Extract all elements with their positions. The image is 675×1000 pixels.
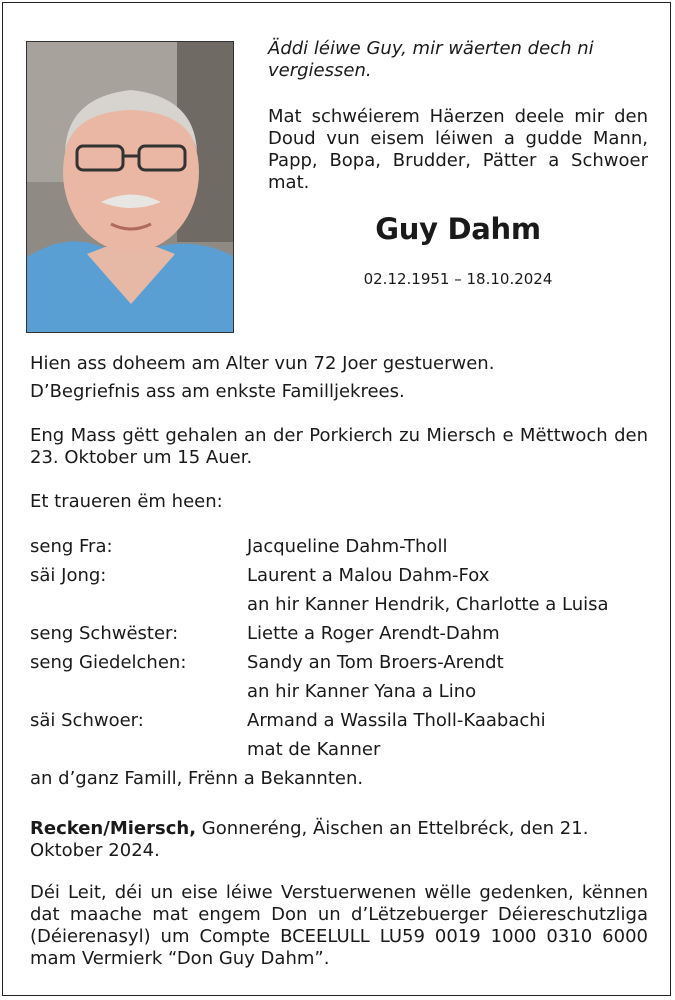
portrait-photo: [26, 41, 234, 333]
mourners-list: [30, 532, 648, 793]
mourner-row: [30, 648, 648, 677]
death-paragraph: Hien ass doheem am Alter vun 72 Joer gestuerwen.: [30, 353, 495, 374]
mass-paragraph: Eng Mass gëtt gehalen an der Porkierch zu Miersch e Mëttwoch den 23. Oktober um 15 Auer.: [30, 425, 648, 468]
mourner-names: an hir Kanner Hendrik, Charlotte a Luisa: [247, 594, 609, 615]
life-dates: 02.12.1951 – 18.10.2024: [363, 270, 553, 288]
mourner-row: [30, 619, 648, 648]
mourner-row: [30, 561, 648, 590]
mourner-relation: säi Jong:: [30, 565, 107, 586]
place-rest: Gonneréng, Äischen an Ettelbréck, den 21. Oktober 2024.: [30, 818, 589, 861]
funeral-paragraph: D’Begriefnis ass am enkste Familljekrees.: [30, 381, 405, 402]
mourner-names: Sandy an Tom Broers-Arendt: [247, 652, 504, 673]
mourner-names: Jacqueline Dahm-Tholl: [247, 536, 448, 557]
mourner-names: mat de Kanner: [247, 739, 381, 760]
mourner-names: Liette a Roger Arendt-Dahm: [247, 623, 500, 644]
announcement-intro: Mat schwéierem Häerzen deele mir den Doud vun eisem léiwen a gudde Mann, Papp, Bopa, Brudder, Pätter a Schwoer mat.: [268, 106, 648, 193]
mourner-relation: seng Giedelchen:: [30, 652, 187, 673]
mourners-intro: Et traueren ëm heen:: [30, 491, 223, 512]
mourner-row: [30, 706, 648, 735]
mourner-relation: seng Fra:: [30, 536, 113, 557]
mourner-row: [30, 590, 648, 619]
mourner-relation: seng Schwëster:: [30, 623, 179, 644]
place-and-date: [30, 818, 648, 862]
closing-family: an d’ganz Famill, Frënn a Bekannten.: [30, 768, 364, 789]
mourner-names: Laurent a Malou Dahm-Fox: [247, 565, 490, 586]
place-bold: Recken/Miersch,: [30, 818, 197, 839]
farewell-quote: Äddi léiwe Guy, mir wäerten dech ni vergiessen.: [268, 38, 594, 81]
closing-family-line: [30, 764, 648, 793]
mourner-names: an hir Kanner Yana a Lino: [247, 681, 477, 702]
deceased-name: Guy Dahm: [375, 212, 541, 246]
mourner-relation: säi Schwoer:: [30, 710, 144, 731]
mourner-row: [30, 735, 648, 764]
mourner-names: Armand a Wassila Tholl-Kaabachi: [247, 710, 546, 731]
donation-notice: Déi Leit, déi un eise léiwe Verstuerwenen wëlle gedenken, kënnen dat maache mat engem Don un d’Lëtzebuerger Déiereschutzliga (Déierenasyl) um Compte BCEELULL LU59 0019 1000 0310 6000 mam Vermierk “Don Guy Dahm”.: [30, 882, 648, 969]
mourner-row: [30, 532, 648, 561]
mourner-row: [30, 677, 648, 706]
